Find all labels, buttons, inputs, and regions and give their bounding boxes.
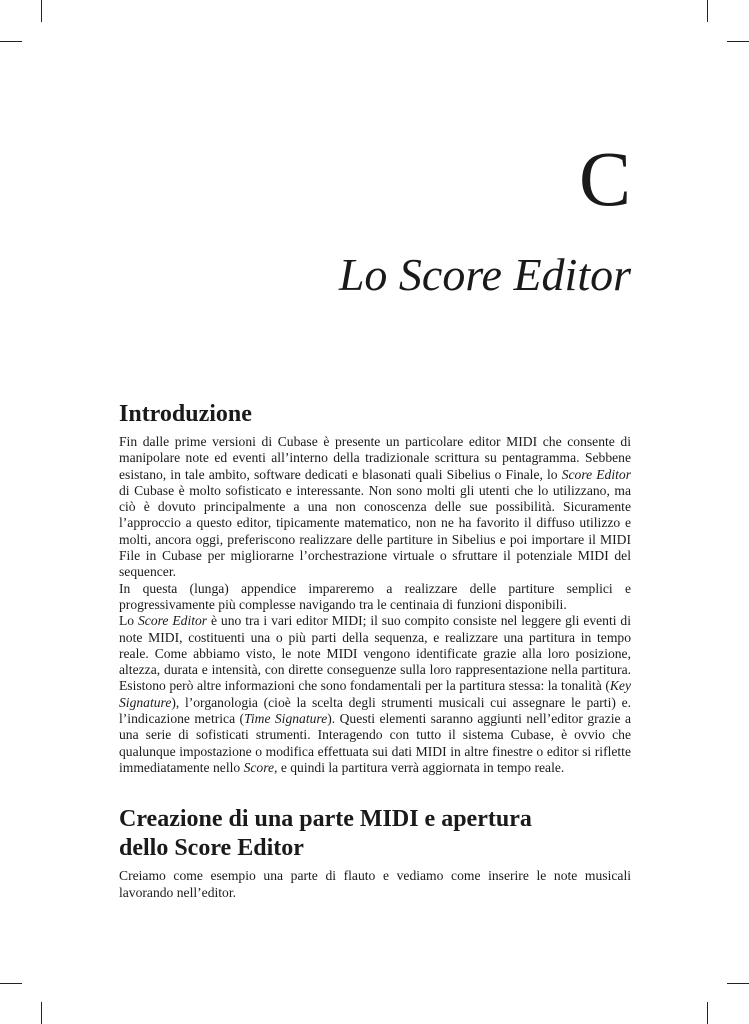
section-heading-creazione-line1: Creazione di una parte MIDI e apertura	[119, 806, 532, 833]
chapter-letter: C	[578, 135, 631, 222]
text-run: ), l’organologia (cioè la scelta degli strumenti musicali cui assegnare le parti) e. l’indicazione metrica (	[119, 694, 631, 727]
italic-term: Key Signature	[119, 678, 631, 710]
paragraph	[119, 434, 631, 581]
chapter-title: Lo Score Editor	[338, 249, 631, 300]
crop-mark-top-left	[41, 0, 42, 22]
crop-mark-top-right-h	[727, 41, 749, 42]
text-run: In questa (lunga) appendice impareremo a realizzare delle partiture semplici e progressivamente più complesse navigando tra le centinaia di funzioni disponibili.	[119, 580, 631, 612]
italic-term: Score Editor	[561, 466, 631, 482]
section-body-introduzione	[119, 434, 631, 776]
italic-term: Score	[243, 759, 275, 775]
text-run: Creiamo come esempio una parte di flauto e vediamo come inserire le note musicali lavorando nell’editor.	[119, 868, 631, 900]
italic-term: Score Editor	[138, 613, 208, 629]
section-body-creazione	[119, 868, 631, 901]
paragraph	[119, 581, 631, 614]
crop-mark-bottom-left-h	[0, 983, 22, 984]
crop-mark-bottom-right	[707, 1002, 708, 1024]
text-run: , e quindi la partitura verrà aggiornata in tempo reale.	[274, 759, 565, 775]
crop-mark-top-right	[707, 0, 708, 22]
section-heading-creazione-line2: dello Score Editor	[119, 835, 304, 862]
crop-mark-bottom-left	[41, 1002, 42, 1024]
text-run: Fin dalle prime versioni di Cubase è presente un particolare editor MIDI che consente di manipolare note ed eventi all’interno della tradizionale scrittura su pentagramma. Sebbene esistano, in tale ambito, software dedicati e blasonati quali Sibelius o Finale, lo	[119, 434, 631, 482]
section-heading-creazione	[119, 805, 631, 863]
crop-mark-bottom-right-h	[727, 983, 749, 984]
italic-term: Time Signature	[244, 711, 328, 727]
text-run: di Cubase è molto sofisticato e interessante. Non sono molti gli utenti che lo utilizzano, ma ciò è dovuto principalmente a una non conoscenza delle sue possibilità. Sicuramente l’approccio a questo editor, tipicamente matematico, non ne ha favorito il diffuso utilizzo e molti, ancora oggi, preferiscono realizzare delle partiture in Sibelius e poi importare il MIDI File in Cubase per migliorarne l’orchestrazione virtuale o sfruttare il potenziale MIDI del sequencer.	[119, 482, 631, 580]
paragraph	[119, 868, 631, 901]
text-run: Lo	[119, 613, 138, 629]
paragraph	[119, 613, 631, 776]
section-heading-introduzione: Introduzione	[119, 401, 252, 427]
crop-mark-top-left-h	[0, 41, 22, 42]
text-run: è uno tra i vari editor MIDI; il suo compito consiste nel leggere gli eventi di note MIDI, costituenti una o più parti della sequenza, e realizzare una partitura in tempo reale. Come abbiamo visto, le note MIDI vengono identificate grazie alla loro posizione, altezza, durata e intensità, con dirette conseguenze sulla loro rappresentazione nella partitura. Esistono però altre informazioni che sono fondamentali per la partitura stessa: la tonalità (	[119, 613, 631, 694]
text-run: ). Questi elementi saranno aggiunti nell’editor grazie a una serie di sofisticati strumenti. Interagendo con tutto il sistema Cubase, è ovvio che qualunque impostazione o modifica effettuata sui dati MIDI in altre finestre o editor si riflette immediatamente nello	[119, 711, 631, 775]
section-creazione	[119, 805, 631, 901]
page-content	[119, 400, 631, 901]
